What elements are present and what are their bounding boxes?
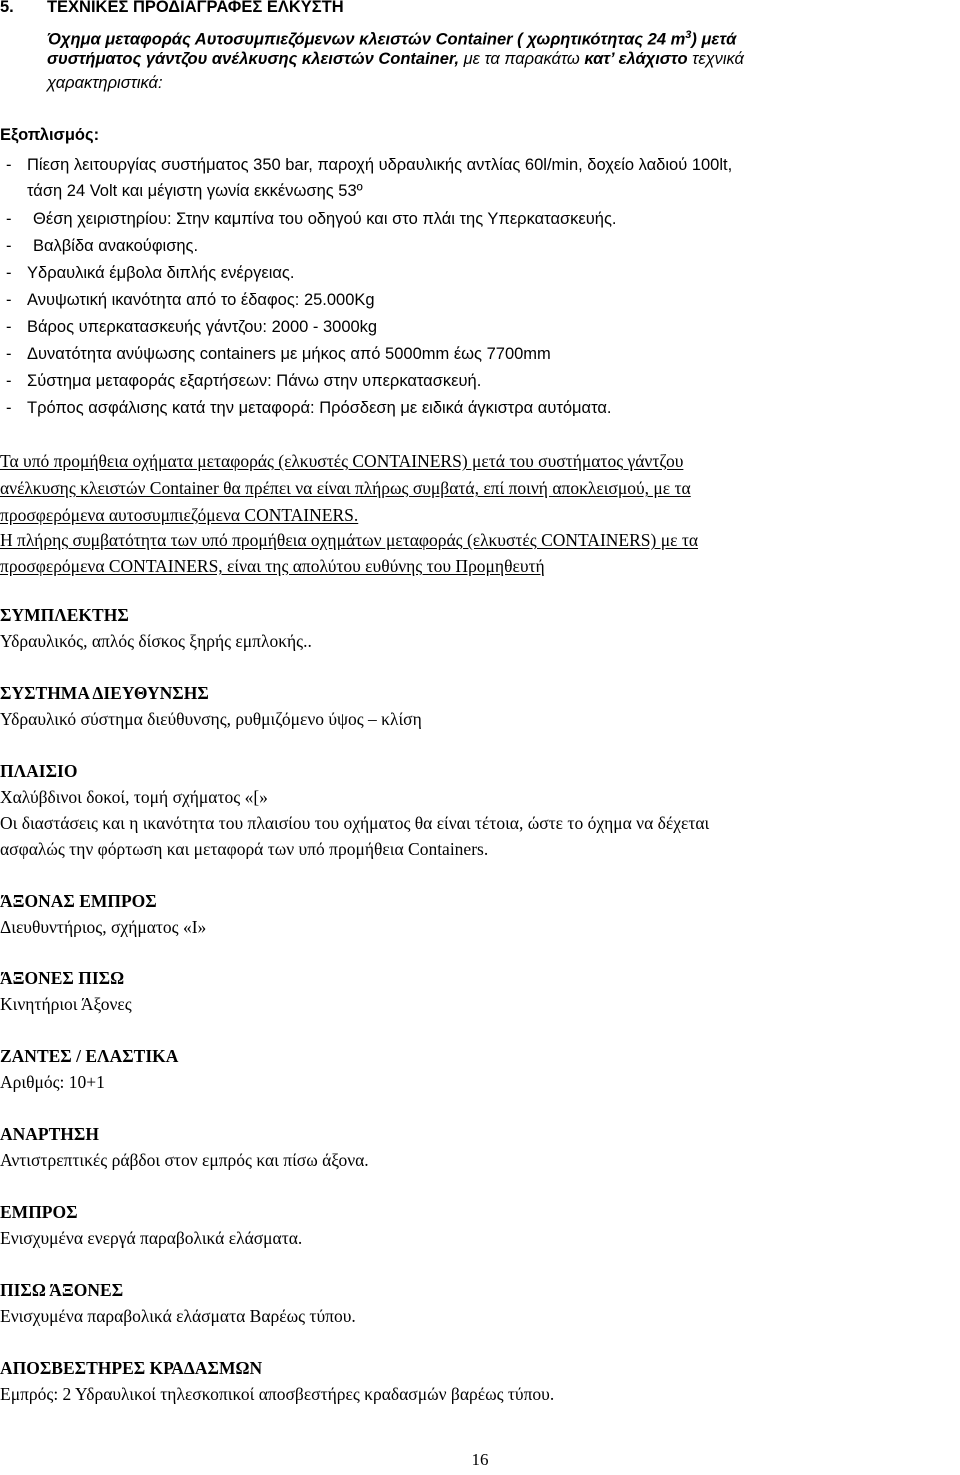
intro-text-2c: κατ’ ελάχιστο — [584, 50, 688, 68]
equipment-item: Θέση χειριστηρίου: Στην καμπίνα του οδηγού και στο πλάι της Υπερκατασκευής. — [33, 210, 617, 228]
bullet-dash: - — [6, 372, 12, 390]
spec-line: Διευθυντήριος, σχήματος «Ι» — [0, 917, 207, 937]
spec-line: Οι διαστάσεις και η ικανότητα του πλαισίου του οχήματος θα είναι τέτοια, ώστε το όχημα να δέχεται — [0, 813, 710, 833]
intro-text-2b: με τα παρακάτω — [459, 50, 585, 68]
bullet-dash: - — [6, 291, 12, 309]
equipment-item: Σύστημα μεταφοράς εξαρτήσεων: Πάνω στην υπερκατασκευή. — [27, 372, 482, 390]
intro-text-2a: συστήματος γάντζου ανέλκυσης κλειστών Container, — [47, 50, 460, 68]
intro-text-1b: ) μετά — [691, 30, 737, 49]
spec-heading-front-axle: ΆΞΟΝΑΣ ΕΜΠΡΟΣ — [0, 891, 157, 911]
spec-heading-rear-axles: ΆΞΟΝΕΣ ΠΙΣΩ — [0, 968, 125, 988]
spec-line: Αριθμός: 10+1 — [0, 1072, 105, 1092]
intro-superscript: 3 — [685, 29, 692, 41]
spec-heading-steering: ΣΥΣΤΗΜΑ ΔΙΕΥΘΥΝΣΗΣ — [0, 683, 209, 703]
equipment-item: Βαλβίδα ανακούφισης. — [33, 237, 199, 255]
notice-line: Η πλήρης συμβατότητα των υπό προμήθεια οχημάτων μεταφοράς (ελκυστές CONTAINERS) με τα — [0, 530, 699, 550]
spec-heading-front: ΕΜΠΡΟΣ — [0, 1202, 78, 1222]
section-number: 5. — [0, 0, 14, 16]
bullet-dash: - — [6, 210, 12, 228]
equipment-item: Πίεση λειτουργίας συστήματος 350 bar, παροχή υδραυλικής αντλίας 60l/min, δοχείο λαδιού 100lt, — [27, 156, 733, 174]
spec-heading-shock-absorbers: ΑΠΟΣΒΕΣΤΗΡΕΣ ΚΡΑΔΑΣΜΩΝ — [0, 1358, 263, 1378]
intro-text-1a: Όχημα μεταφοράς Αυτοσυμπιεζόμενων κλειστών Container ( χωρητικότητας 24 m — [47, 30, 686, 49]
equipment-item: Τρόπος ασφάλισης κατά την μεταφορά: Πρόσδεση με ειδικά άγκιστρα αυτόματα. — [27, 399, 612, 417]
notice-line: ανέλκυσης κλειστών Container θα πρέπει να είναι πλήρως συμβατά, επί ποινή αποκλεισμού, με τα — [0, 478, 691, 498]
intro-text-2d: τεχνικά — [687, 50, 744, 68]
spec-line: Εμπρός: 2 Υδραυλικοί τηλεσκοπικοί αποσβεστήρες κραδασμών βαρέως τύπου. — [0, 1384, 555, 1404]
spec-line: Υδραυλικός, απλός δίσκος ξηρής εμπλοκής.. — [0, 631, 312, 651]
equipment-title: Εξοπλισμός: — [0, 126, 100, 144]
equipment-item: Βάρος υπερκατασκευής γάντζου: 2000 - 3000kg — [27, 318, 378, 336]
spec-heading-frame: ΠΛΑΙΣΙΟ — [0, 761, 78, 781]
bullet-dash: - — [6, 318, 12, 336]
intro-line-3: χαρακτηριστικά: — [47, 74, 163, 92]
bullet-dash: - — [6, 237, 12, 255]
spec-line: Χαλύβδινοι δοκοί, τομή σχήματος «[» — [0, 787, 268, 807]
spec-line: ασφαλώς την φόρτωση και μεταφορά των υπό προμήθεια Containers. — [0, 839, 489, 859]
notice-line: προσφερόμενα αυτοσυμπιεζόμενα CONTAINERS. — [0, 505, 359, 525]
equipment-item: Δυνατότητα ανύψωσης containers με μήκος από 5000mm έως 7700mm — [27, 345, 551, 363]
bullet-dash: - — [6, 345, 12, 363]
spec-line: Υδραυλικό σύστημα διεύθυνσης, ρυθμιζόμενο ύψος – κλίση — [0, 709, 422, 729]
intro-line-2 — [47, 48, 744, 70]
section-title: ΤΕΧΝΙΚΕΣ ΠΡΟΔΙΑΓΡΑΦΕΣ ΕΛΚΥΣΤΗ — [46, 0, 344, 16]
spec-heading-wheels-tires: ΖΑΝΤΕΣ / ΕΛΑΣΤΙΚΑ — [0, 1046, 179, 1066]
spec-line: Αντιστρεπτικές ράβδοι στον εμπρός και πίσω άξονα. — [0, 1150, 369, 1170]
spec-heading-rear-axles-springs: ΠΙΣΩ ΆΞΟΝΕΣ — [0, 1280, 124, 1300]
notice-line: προσφερόμενα CONTAINERS, είναι της απολύτου ευθύνης του Προμηθευτή — [0, 556, 545, 576]
equipment-item-continuation: τάση 24 Volt και μέγιστη γωνία εκκένωσης 53º — [27, 182, 363, 200]
spec-heading-suspension: ΑΝΑΡΤΗΣΗ — [0, 1124, 99, 1144]
notice-line: Τα υπό προμήθεια οχήματα μεταφοράς (ελκυστές CONTAINERS) μετά του συστήματος γάντζου — [0, 451, 684, 471]
spec-line: Κινητήριοι Άξονες — [0, 994, 132, 1014]
equipment-item: Ανυψωτική ικανότητα από το έδαφος: 25.000Kg — [27, 291, 375, 309]
bullet-dash: - — [6, 156, 12, 174]
page-number: 16 — [471, 1450, 489, 1469]
equipment-item: Υδραυλικά έμβολα διπλής ενέργειας. — [27, 264, 295, 282]
section-heading — [0, 0, 344, 18]
spec-line: Ενισχυμένα ενεργά παραβολικά ελάσματα. — [0, 1228, 303, 1248]
bullet-dash: - — [6, 399, 12, 417]
intro-line-1 — [47, 24, 736, 51]
spec-heading-clutch: ΣΥΜΠΛΕΚΤΗΣ — [0, 605, 129, 625]
bullet-dash: - — [6, 264, 12, 282]
spec-line: Ενισχυμένα παραβολικά ελάσματα Βαρέως τύπου. — [0, 1306, 356, 1326]
